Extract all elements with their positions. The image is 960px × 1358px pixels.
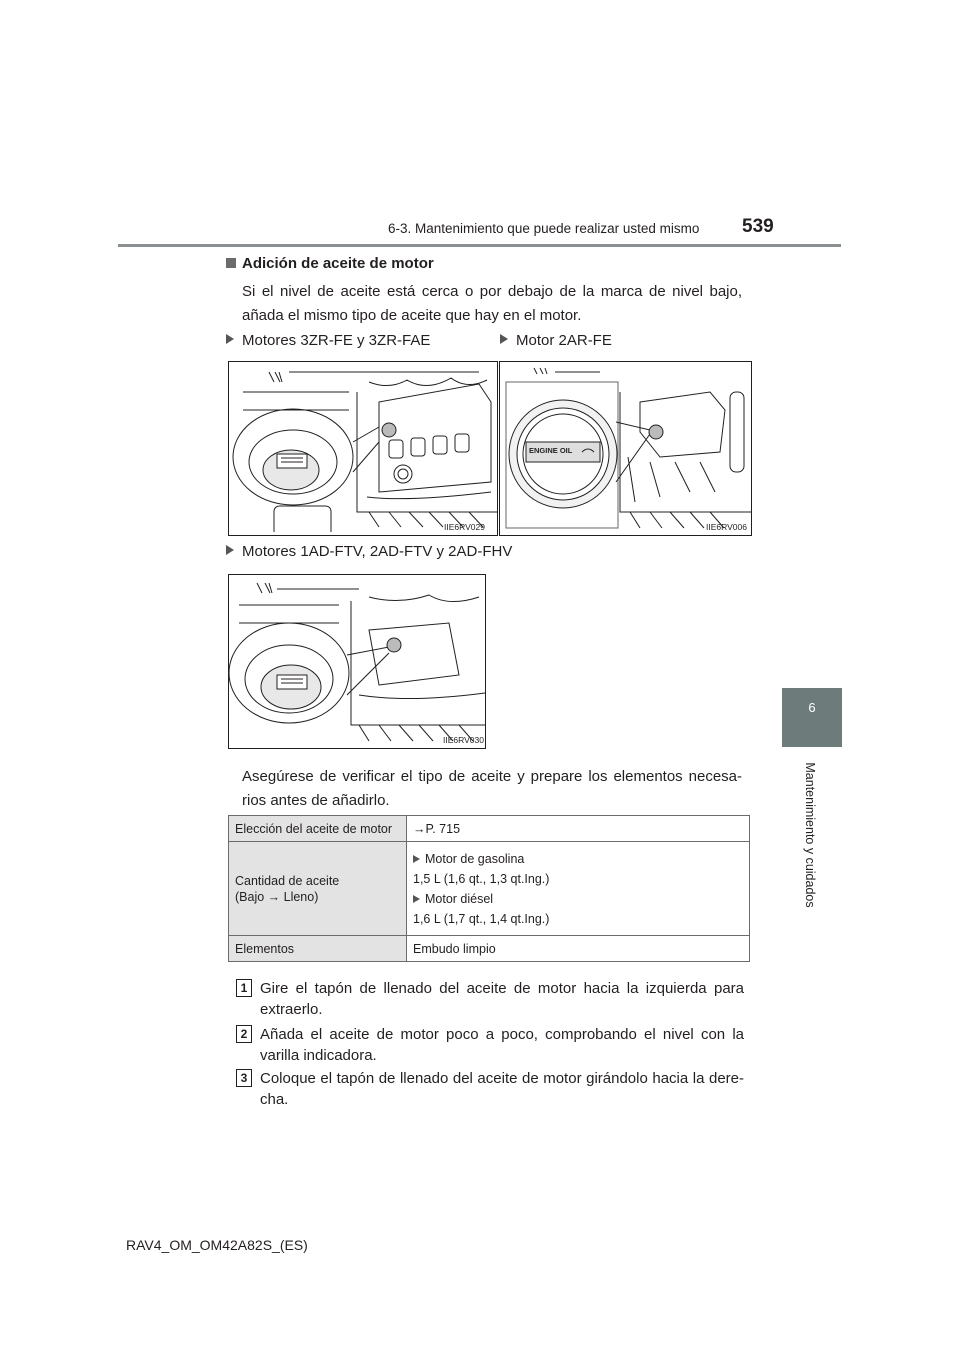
- intro-line: añada el mismo tipo de aceite que hay en el motor.: [242, 307, 582, 324]
- step-number-badge: 2: [236, 1025, 252, 1043]
- step-text: [260, 978, 744, 1020]
- note-line: Asegúrese de verificar el tipo de aceite y prepare los elementos necesa-: [242, 768, 742, 785]
- note-paragraph: [242, 765, 742, 813]
- step-text: [260, 1024, 744, 1066]
- intro-paragraph: [242, 280, 742, 328]
- chapter-title-vertical: [800, 760, 820, 910]
- note-line: rios antes de añadirlo.: [242, 792, 390, 809]
- triangle-bullet-icon: [500, 334, 508, 344]
- oil-spec-table: [228, 815, 750, 962]
- figure-code: IIE6RV029: [444, 522, 485, 532]
- triangle-bullet-icon: [226, 545, 234, 555]
- step-line: cha.: [260, 1091, 289, 1108]
- step-line: Añada el aceite de motor poco a poco, comprobando el nivel con la: [260, 1026, 744, 1043]
- engine-figure-3: [228, 574, 486, 749]
- square-bullet-icon: [226, 258, 236, 268]
- table-label: Elementos: [229, 936, 407, 962]
- figure-caption-1: [226, 332, 430, 349]
- running-header-section: 6-3. Mantenimiento que puede realizar usted mismo: [388, 221, 700, 236]
- table-value: [407, 842, 750, 936]
- figure-caption-text: Motores 1AD-FTV, 2AD-FTV y 2AD-FHV: [242, 543, 513, 560]
- figure-caption-3: [226, 543, 512, 560]
- table-label-line: Cantidad de aceite: [235, 873, 340, 888]
- document-footer: RAV4_OM_OM42A82S_(ES): [126, 1237, 308, 1253]
- diesel-title-text: Motor diésel: [425, 891, 494, 906]
- engine-illustration-ad: [229, 575, 485, 748]
- figure-caption-2: [500, 332, 612, 349]
- table-label: [229, 842, 407, 936]
- table-row: [229, 842, 750, 936]
- triangle-bullet-icon: [413, 855, 420, 863]
- step-text: [260, 1068, 744, 1110]
- engine-illustration-3zr: [229, 362, 497, 535]
- header-rule: [118, 244, 841, 247]
- table-row: [229, 936, 750, 962]
- engine-figure-2: [499, 361, 752, 536]
- gas-title-text: Motor de gasolina: [425, 851, 525, 866]
- figure-code: IIE6RV006: [706, 522, 747, 532]
- section-title: [226, 255, 434, 272]
- figure-caption-text: Motor 2AR-FE: [516, 332, 612, 349]
- intro-line: Si el nivel de aceite está cerca o por debajo de la marca de nivel bajo,: [242, 283, 742, 300]
- section-title-text: Adición de aceite de motor: [242, 255, 434, 272]
- table-value: Embudo limpio: [407, 936, 750, 962]
- step-line: varilla indicadora.: [260, 1047, 377, 1064]
- table-row: [229, 816, 750, 842]
- diesel-value: 1,6 L (1,7 qt., 1,4 qt.Ing.): [413, 911, 550, 926]
- table-value: →P. 715: [407, 816, 750, 842]
- chapter-title: Mantenimiento y cuidados: [803, 762, 817, 908]
- page-number: 539: [742, 216, 774, 237]
- figure-code: IIE6RV030: [443, 735, 484, 745]
- diesel-title: [413, 892, 743, 906]
- engine-oil-cap-label: ENGINE OIL: [529, 446, 573, 455]
- triangle-bullet-icon: [413, 895, 420, 903]
- table-label: Elección del aceite de motor: [229, 816, 407, 842]
- engine-figure-1: [228, 361, 498, 536]
- step-number-badge: 1: [236, 979, 252, 997]
- step-line: extraerlo.: [260, 1001, 323, 1018]
- figure-caption-text: Motores 3ZR-FE y 3ZR-FAE: [242, 332, 431, 349]
- gas-value: 1,5 L (1,6 qt., 1,3 qt.Ing.): [413, 871, 550, 886]
- chapter-tab: [782, 688, 842, 747]
- step-line: Gire el tapón de llenado del aceite de motor hacia la izquierda para: [260, 980, 744, 997]
- triangle-bullet-icon: [226, 334, 234, 344]
- chapter-number: 6: [808, 700, 816, 715]
- step-number-badge: 3: [236, 1069, 252, 1087]
- table-label-line: (Bajo → Lleno): [235, 889, 319, 904]
- gas-title: [413, 852, 743, 866]
- step-line: Coloque el tapón de llenado del aceite de motor girándolo hacia la dere-: [260, 1070, 744, 1087]
